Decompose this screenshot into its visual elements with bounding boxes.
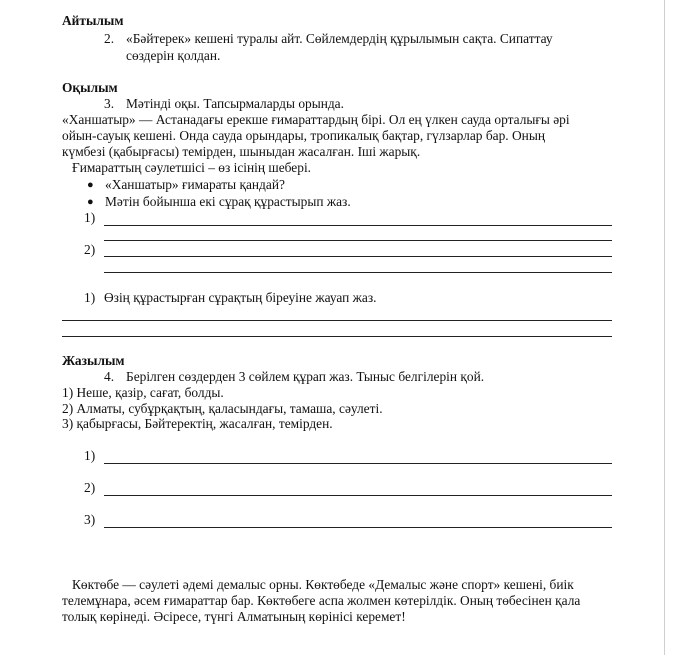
answer-label: 2)	[84, 480, 96, 495]
answer-line	[104, 495, 612, 496]
bullet-text: Мәтін бойынша екі сұрақ құрастырып жаз.	[105, 194, 351, 209]
bullet-icon: ●	[87, 196, 94, 208]
word-list-item: 1) Неше, қазір, сағат, болды.	[62, 385, 224, 400]
final-paragraph-line: толық көрінеді. Әсіресе, түнгі Алматының көрінісі керемет!	[62, 609, 406, 624]
task-number: 2.	[104, 31, 115, 46]
section-heading-writing: Жазылым	[62, 353, 125, 368]
section-heading-reading: Оқылым	[62, 80, 118, 95]
task-text: Берілген сөздерден 3 сөйлем құрап жаз. Тыныс белгілерін қой.	[126, 369, 485, 384]
answer-line	[104, 256, 612, 257]
reading-paragraph-line: ойын-сауық кешені. Онда сауда орындары, тропикалық бақтар, гүлзарлар бар. Оның	[62, 128, 545, 143]
final-paragraph-line: Көктөбе — сәулеті әдемі демалыс орны. Көктөбеде «Демалыс және спорт» кешені, биік	[72, 577, 574, 592]
task-number: 3.	[104, 96, 115, 111]
answer-line	[104, 272, 612, 273]
answer-task-text: Өзің құрастырған сұрақтың біреуіне жауап жаз.	[104, 290, 377, 305]
task-text: сөздерін қолдан.	[126, 48, 221, 63]
answer-line	[104, 463, 612, 464]
word-list-item: 2) Алматы, субұрқақтың, қаласындағы, тамаша, сәулеті.	[62, 401, 383, 416]
page-margin-line	[664, 0, 665, 655]
question-label: 2)	[84, 242, 96, 257]
reading-paragraph-line: Ғимараттың сәулетшісі – өз ісінің шебері.	[72, 160, 312, 175]
bullet-icon: ●	[87, 179, 94, 191]
task-text: «Бәйтерек» кешені туралы айт. Сөйлемдердің құрылымын сақта. Сипаттау	[126, 31, 553, 46]
task-number: 4.	[104, 369, 115, 384]
answer-line	[104, 225, 612, 226]
question-label: 1)	[84, 210, 96, 225]
answer-line	[62, 320, 612, 321]
answer-line	[62, 336, 612, 337]
final-paragraph-line: телемұнара, әсем ғимараттар бар. Көктөбеге аспа жолмен көтерілдік. Оның төбесінен қала	[62, 593, 581, 608]
answer-line	[104, 240, 612, 241]
section-heading-speaking: Айтылым	[62, 13, 124, 28]
reading-paragraph-line: күмбезі (қабырғасы) темірден, шыныдан жасалған. Іші жарық.	[62, 144, 421, 159]
answer-label: 1)	[84, 448, 96, 463]
answer-label: 3)	[84, 512, 96, 527]
answer-item-number: 1)	[84, 290, 96, 305]
reading-paragraph-line: «Ханшатыр» — Астанадағы ерекше ғимараттардың бірі. Ол ең үлкен сауда орталығы әрі	[62, 112, 570, 127]
task-text: Мәтінді оқы. Тапсырмаларды орында.	[126, 96, 344, 111]
word-list-item: 3) қабырғасы, Бәйтеректің, жасалған, темірден.	[62, 416, 333, 431]
bullet-text: «Ханшатыр» ғимараты қандай?	[105, 177, 285, 192]
answer-line	[104, 527, 612, 528]
